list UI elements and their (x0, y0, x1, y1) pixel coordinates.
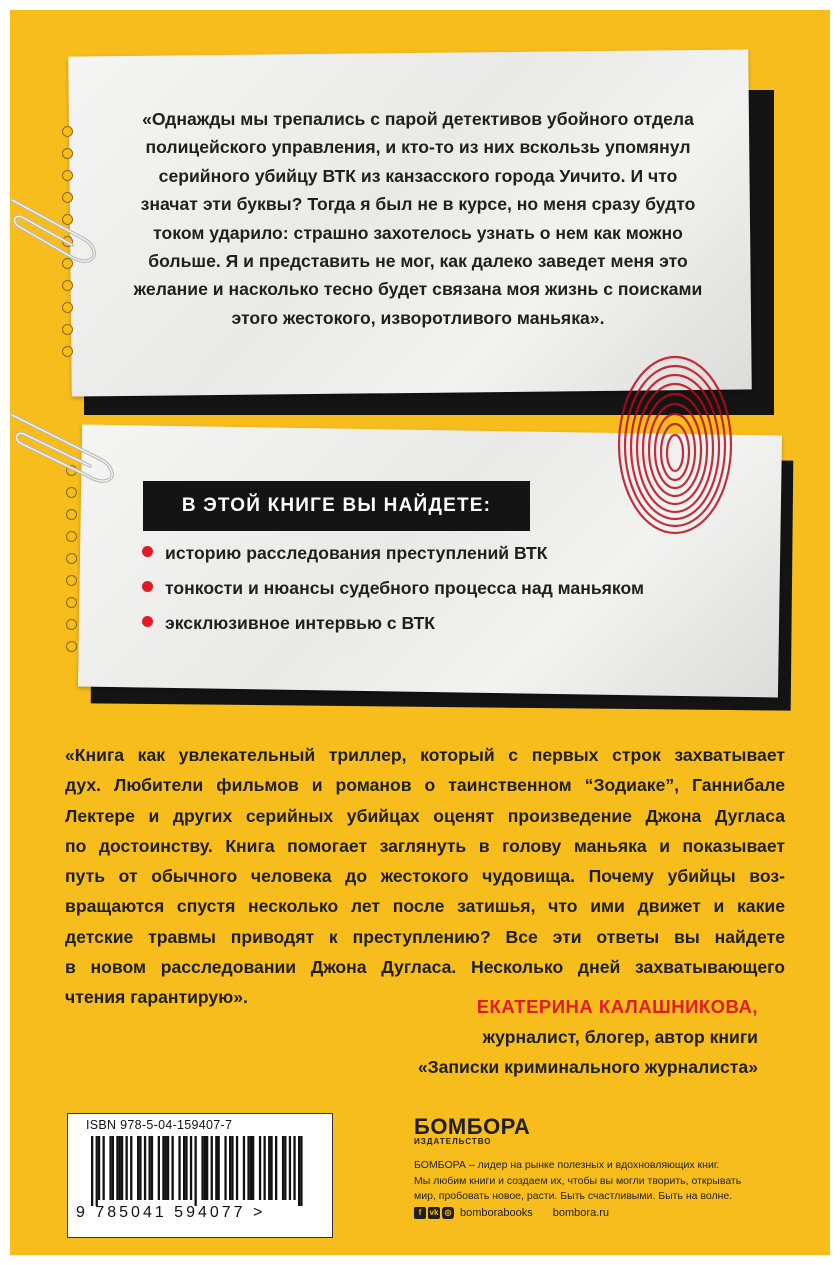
barcode-bar (144, 1136, 146, 1200)
publisher-logo (414, 1114, 530, 1146)
barcode-bar (103, 1136, 105, 1200)
quote-line: «Однажды мы трепались с парой детективов убойного отдела (142, 109, 694, 129)
barcode-bar (98, 1136, 100, 1200)
bullet-dot-icon (142, 581, 153, 592)
feature-item: эксклюзивное интервью с ВТК (142, 613, 435, 634)
review-line: дух. Любители фильмов и романов о таинственном “Зодиаке”, Ганнибале (65, 775, 785, 796)
review-line: «Книга как увлекательный триллер, который с первых строк захватывает (65, 745, 785, 765)
barcode-bar (243, 1136, 245, 1200)
barcode-bar (211, 1136, 213, 1200)
barcode-bar (204, 1136, 206, 1200)
review-line: в новом расследовании Джона Дугласа. Несколько дней захватывающего (65, 957, 785, 978)
barcode-bar (293, 1136, 295, 1200)
vk-icon[interactable]: vk (429, 1208, 439, 1217)
feature-item: тонкости и нюансы судебного процесса над маньяком (142, 578, 644, 599)
publisher-line: мир, пробовать новое, расти. Быть счастливыми. Быть на волне. (414, 1190, 733, 1202)
paper-clip-icon (10, 190, 105, 265)
barcode-bar (126, 1136, 128, 1200)
barcode-bar (162, 1136, 164, 1200)
barcode-bar (96, 1136, 98, 1206)
review-author (418, 992, 758, 1082)
barcode-bar (231, 1136, 233, 1200)
barcode-digits: 9 785041 594077 > (76, 1204, 266, 1221)
barcode-box (67, 1113, 333, 1238)
features-heading: В ЭТОЙ КНИГЕ ВЫ НАЙДЕТЕ: (143, 481, 530, 531)
publisher-line: Мы любим книги и создаем их, чтобы вы могли творить, открывать (414, 1174, 742, 1187)
barcode-bar (289, 1136, 291, 1200)
quote-line: желание и насколько тесно будет связана моя жизнь с поисками (133, 279, 703, 300)
barcode-bar (282, 1136, 284, 1200)
barcode-bar (165, 1136, 167, 1200)
quote-line: серийного убийцу ВТК из канзасского города Уичито. И что (158, 165, 678, 186)
barcode-bar (264, 1136, 266, 1200)
barcode-bar (201, 1136, 203, 1200)
book-back-cover (10, 10, 830, 1255)
bullet-dot-icon (142, 546, 153, 557)
barcode-bar (268, 1136, 270, 1200)
publisher-logo-text: БОМБОРА (414, 1114, 531, 1139)
barcode-bar (116, 1136, 118, 1200)
website-link[interactable]: bombora.ru (552, 1207, 610, 1219)
review-line: чтения гарантирую». (65, 987, 248, 1008)
barcode-bar (151, 1136, 153, 1200)
barcode-bar (270, 1136, 272, 1200)
author-book: «Записки криминального журналиста» (417, 1057, 758, 1077)
fingerprint-icon (610, 350, 740, 550)
quote-line: значат эти буквы? Тогда я был не в курсе, но меня сразу будто (140, 194, 696, 215)
barcode-bar (284, 1136, 286, 1200)
barcode-bar (109, 1136, 111, 1200)
barcode-bar (178, 1136, 180, 1200)
barcode-bar (195, 1136, 197, 1206)
barcode-bar (91, 1136, 93, 1206)
barcode-bar (224, 1136, 226, 1200)
opening-quote (110, 105, 726, 332)
barcode-bar (139, 1136, 141, 1200)
review-line: Лектере и других серийных убийцах оценят произведение Джона Дугласа (65, 805, 785, 826)
review-line: детские травмы приводят к преступлению? Все эти ответы вы найдете (65, 926, 785, 947)
barcode-bar (218, 1136, 220, 1200)
quote-line: током ударило: страшно захотелось узнать о нем как можно (153, 222, 683, 243)
notebook-holes (60, 465, 84, 663)
publisher-line: БОМБОРА – лидер на рынке полезных и вдохновляющих книг. (414, 1159, 720, 1171)
review-line: по достоинству. Книга помогает заглянуть в голову маньяка и показывает (65, 835, 785, 856)
barcode-bar (259, 1136, 261, 1200)
author-name: ЕКАТЕРИНА КАЛАШНИКОВА, (476, 996, 758, 1017)
barcode-bar (121, 1136, 123, 1200)
barcode-bar (275, 1136, 277, 1200)
paper-clip-icon (10, 405, 125, 485)
barcode-bar (137, 1136, 139, 1200)
barcode-bar (236, 1136, 238, 1200)
quote-line: этого жестокого, изворотливого маньяка». (231, 307, 605, 328)
publisher-subtitle: ИЗДАТЕЛЬСТВО (414, 1137, 492, 1146)
publisher-social (414, 1207, 609, 1219)
barcode-bar (247, 1136, 249, 1200)
barcode-bar (112, 1136, 114, 1200)
feature-item: историю расследования преступлений ВТК (142, 543, 548, 564)
author-role: журналист, блогер, автор книги (482, 1027, 758, 1047)
barcode-bar (206, 1136, 208, 1200)
barcode-bar (190, 1136, 192, 1200)
barcode-bar (130, 1136, 132, 1200)
barcode-bar (183, 1136, 185, 1200)
barcode-bar (167, 1136, 169, 1200)
barcode-bar (229, 1136, 231, 1200)
quote-line: больше. Я и представить не мог, как далеко заведет меня это (148, 251, 688, 272)
barcode-bar (298, 1136, 300, 1206)
publisher-description (414, 1158, 794, 1205)
review-text (65, 740, 785, 1013)
facebook-icon[interactable]: f (414, 1207, 426, 1219)
barcode-bar (185, 1136, 187, 1200)
barcode-bar (252, 1136, 254, 1200)
barcode-bar (149, 1136, 151, 1200)
barcode-bar (172, 1136, 174, 1200)
social-handle[interactable]: bomborabooks (460, 1207, 533, 1219)
barcode-bar (158, 1136, 160, 1200)
instagram-icon[interactable]: ◎ (442, 1207, 454, 1219)
isbn-label: ISBN 978-5-04-159407-7 (86, 1118, 233, 1132)
barcode-bar (215, 1136, 217, 1200)
barcode-bar (250, 1136, 252, 1200)
barcode-bar (119, 1136, 121, 1200)
review-line: вращаются спустя несколько лет после затишья, что ими движет и какие (65, 896, 785, 917)
barcode-icon (91, 1136, 311, 1206)
review-line: путь от обычного человека до жестокого чудовища. Почему убийцы воз- (65, 866, 785, 887)
barcode-bar (300, 1136, 302, 1206)
quote-line: полицейского управления, и кто-то из них вскользь упомянул (145, 137, 691, 158)
bullet-dot-icon (142, 616, 153, 627)
